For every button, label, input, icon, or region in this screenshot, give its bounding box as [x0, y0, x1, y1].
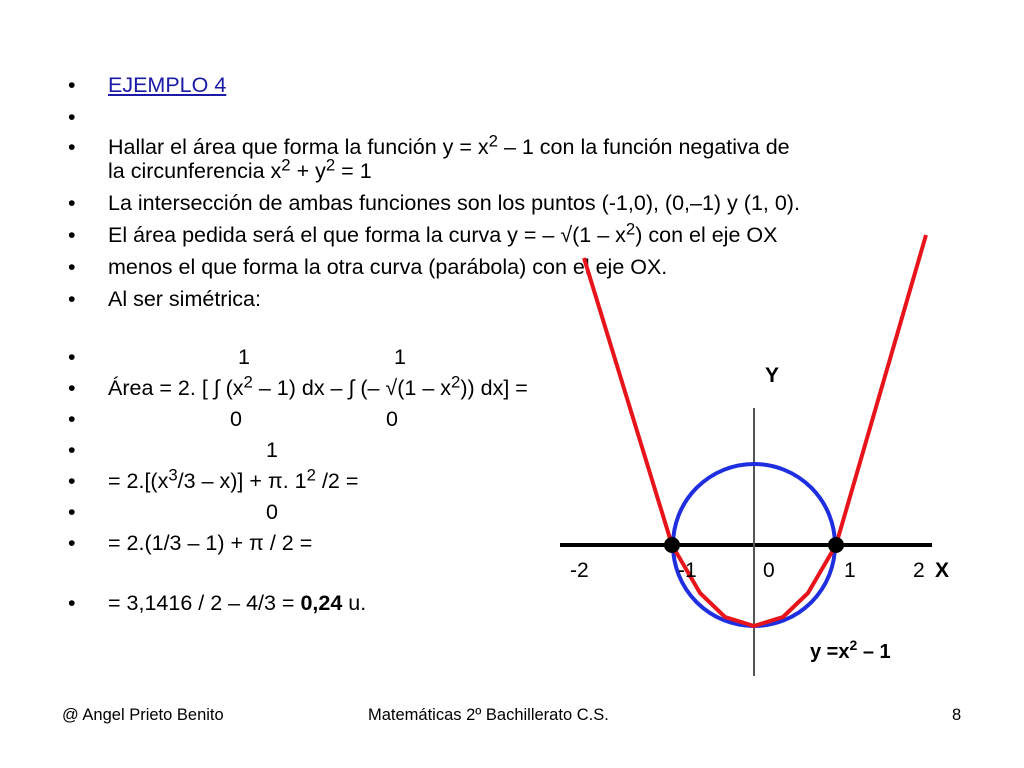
- footer-author: @ Angel Prieto Benito: [62, 706, 224, 724]
- x-tick-label: 0: [763, 559, 775, 582]
- y-axis-label: Y: [765, 364, 780, 387]
- step-2-text: = 2.(1/3 – 1) + π / 2 =: [108, 531, 313, 555]
- bullet-upper-limits: [68, 344, 406, 370]
- bullet-dot: •: [68, 223, 76, 247]
- bullet-dot: •: [68, 105, 76, 129]
- x-tick-label: -2: [570, 559, 589, 582]
- bullet-step-2: [68, 530, 312, 556]
- x-tick-label: 2: [913, 559, 925, 582]
- bullet-step-1: [68, 465, 359, 494]
- bullet-dot: •: [68, 191, 76, 215]
- x-axis-label: X: [935, 559, 950, 582]
- eval-upper-limit: 1: [266, 438, 278, 462]
- statement-line-2: la circunferencia $x^2 + y^2 = 1$: [108, 155, 372, 183]
- slide-title: EJEMPLO 4: [108, 73, 227, 97]
- bullet-dot: •: [68, 591, 76, 615]
- bullet-area-curve: [68, 219, 778, 248]
- bullet-dot: •: [68, 287, 76, 311]
- bullet-dot: •: [68, 407, 76, 431]
- bullet-dot: •: [68, 255, 76, 279]
- statement-line-2-row: [68, 155, 372, 184]
- bullet-dot: •: [68, 500, 76, 524]
- intersection-text: La intersección de ambas funciones son los puntos (-1,0), (0,–1) y (1, 0).: [108, 191, 800, 215]
- bullet-dot: •: [68, 73, 76, 97]
- x-tick-label: 1: [844, 559, 856, 582]
- area-formula: Área = 2. [ ∫ $(x^2 - 1)$ dx – ∫ (– $√(1 - x^2)$) dx] =: [108, 372, 528, 400]
- result-value: 0,24: [300, 591, 343, 615]
- bullet-upper-limit-3: [68, 437, 278, 463]
- integral-upper-limit-1: 1: [238, 345, 250, 369]
- bullet-dot: •: [68, 438, 76, 462]
- result-text: = 3,1416 / 2 – 4/3 = 0,24 u.: [108, 591, 367, 615]
- parabola-label: $y =x^2 - 1$: [810, 637, 891, 663]
- bullet-area-formula: [68, 372, 528, 401]
- bullet-statement: [68, 131, 790, 160]
- integral-lower-limit-1: 0: [230, 407, 242, 431]
- step-1-text: = $2.[(x^3/3 - x)] + \pi$. $1^2$ /2 =: [108, 465, 359, 493]
- bullet-title: [68, 72, 226, 98]
- footer-course: Matemáticas 2º Bachillerato C.S.: [368, 706, 609, 724]
- bullet-dot: •: [68, 376, 76, 400]
- area-curve-text: El área pedida será el que forma la curva y = – $√(1 - x^2)$ con el eje OX: [108, 219, 778, 247]
- bullet-dot: •: [68, 531, 76, 555]
- bullet-empty: [68, 104, 108, 130]
- symmetric-text: Al ser simétrica:: [108, 287, 261, 311]
- bullet-result: [68, 590, 366, 616]
- x-tick-label: -1: [678, 559, 697, 582]
- bullet-lower-limits: [68, 406, 398, 432]
- statement-line-1: Hallar el área que forma la función $y = x^2 - 1$ con la función negativa de: [108, 131, 790, 159]
- minus-text: menos el que forma la otra curva (parábola) con el eje OX.: [108, 255, 668, 279]
- bullet-dot: •: [68, 469, 76, 493]
- integral-lower-limit-2: 0: [386, 407, 398, 431]
- footer-page-number: 8: [952, 706, 962, 724]
- bullet-dot: •: [68, 135, 76, 159]
- eval-lower-limit: 0: [266, 500, 278, 524]
- integral-upper-limit-2: 1: [394, 345, 406, 369]
- bullet-dot: •: [68, 345, 76, 369]
- bullet-symmetric: [68, 286, 261, 312]
- bullet-lower-limit-3: [68, 499, 278, 525]
- bullet-minus: [68, 254, 667, 280]
- bullet-intersection: [68, 190, 800, 216]
